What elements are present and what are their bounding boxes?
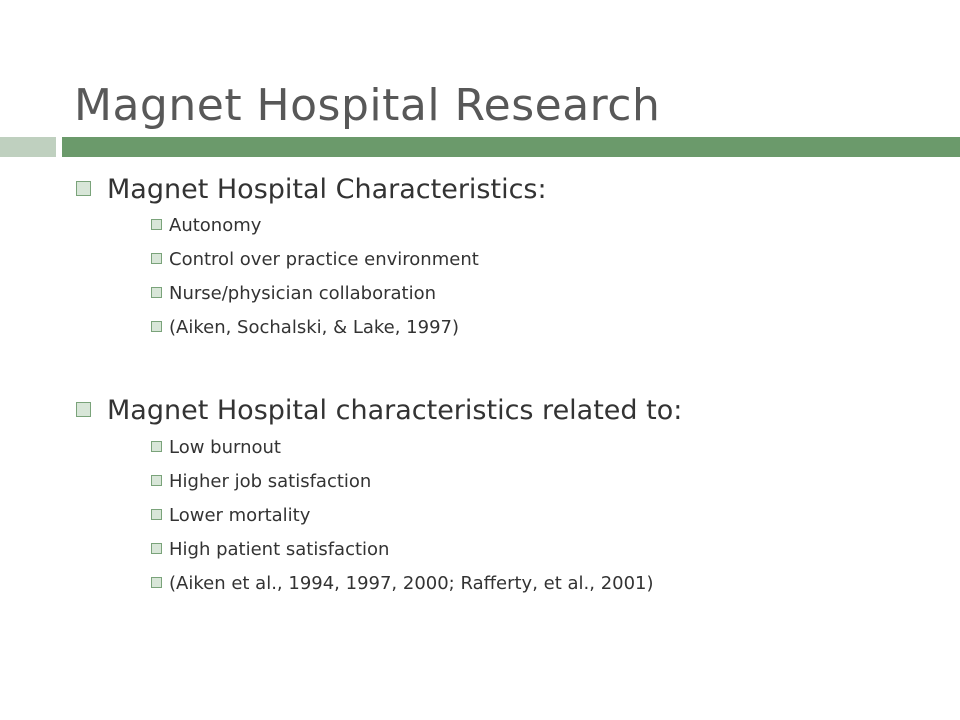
list-item [151, 212, 261, 240]
list-item [151, 246, 479, 274]
list-item-text: Control over practice environment [169, 249, 479, 270]
square-bullet-icon [151, 219, 162, 230]
list-item-text: Higher job satisfaction [169, 471, 372, 492]
citation-item [151, 570, 654, 598]
citation-text: (Aiken, Sochalski, & Lake, 1997) [169, 317, 460, 338]
section-heading-text: Magnet Hospital characteristics related to: [107, 395, 683, 426]
square-bullet-icon [151, 543, 162, 554]
square-bullet-icon [151, 577, 162, 588]
citation-text: (Aiken et al., 1994, 1997, 2000; Rafferty, et al., 2001) [169, 573, 654, 594]
square-bullet-icon [151, 509, 162, 520]
list-item [151, 502, 310, 530]
slide-title: Magnet Hospital Research [74, 80, 661, 131]
square-bullet-icon [151, 287, 162, 298]
list-item-text: Autonomy [169, 215, 262, 236]
list-item [151, 536, 389, 564]
list-item [151, 280, 436, 308]
title-divider-right [62, 137, 960, 157]
list-item-text: Low burnout [169, 437, 281, 458]
list-item-text: High patient satisfaction [169, 539, 390, 560]
list-item-text: Lower mortality [169, 505, 311, 526]
section-heading [76, 170, 547, 210]
list-item [151, 468, 371, 496]
square-bullet-icon [151, 321, 162, 332]
title-divider-left [0, 137, 56, 157]
square-bullet-icon [151, 441, 162, 452]
section-heading [76, 391, 682, 431]
list-item [151, 434, 281, 462]
square-bullet-icon [76, 181, 91, 196]
citation-item [151, 314, 459, 342]
square-bullet-icon [151, 253, 162, 264]
square-bullet-icon [76, 402, 91, 417]
list-item-text: Nurse/physician collaboration [169, 283, 437, 304]
square-bullet-icon [151, 475, 162, 486]
section-heading-text: Magnet Hospital Characteristics: [107, 174, 547, 205]
